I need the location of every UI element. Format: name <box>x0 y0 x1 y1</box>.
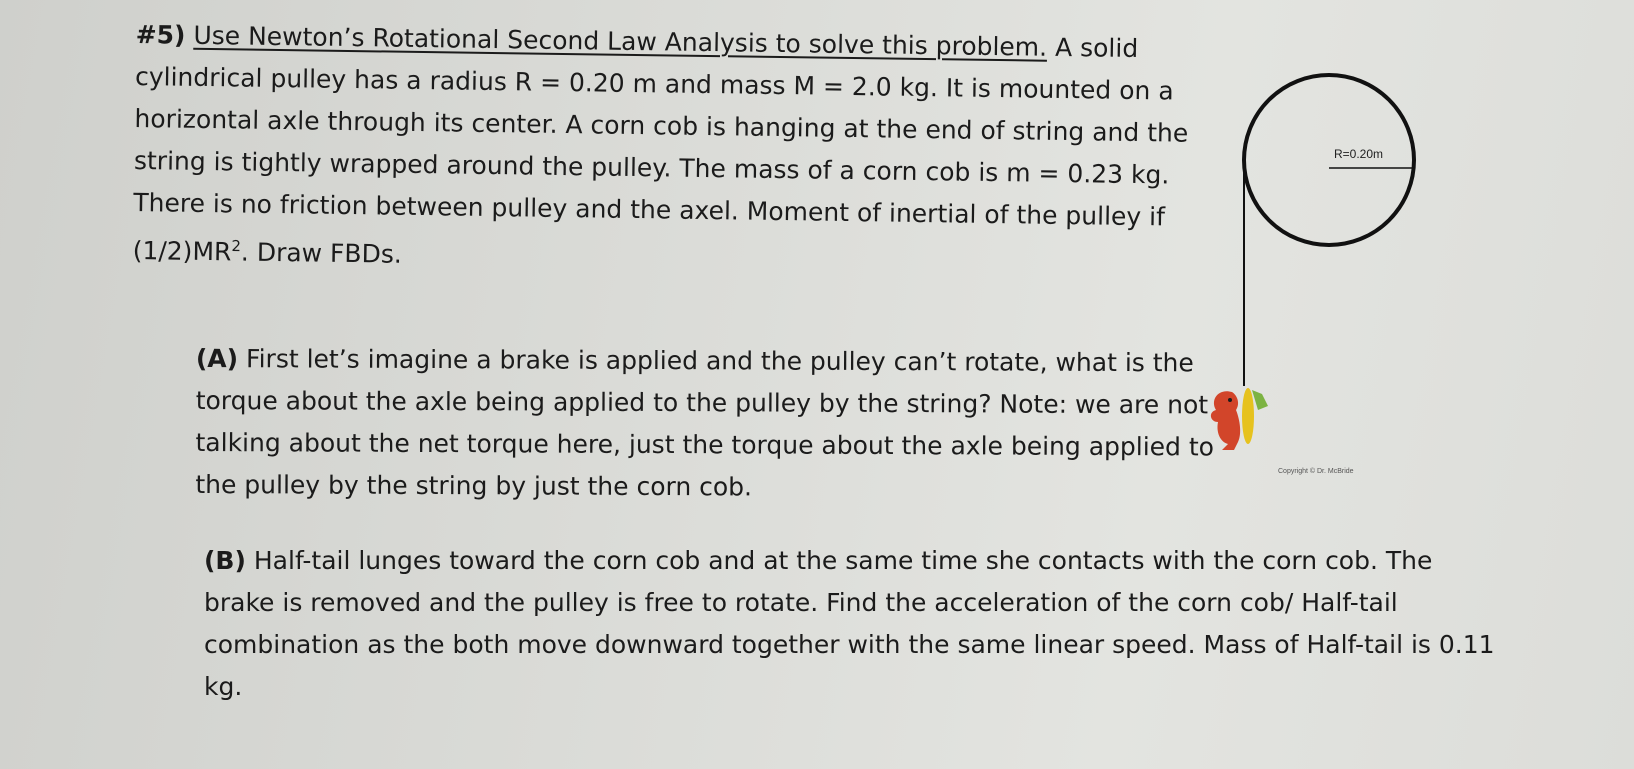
problem-body: A solid cylindrical pulley has a radius R = 0.20 m and mass M = 2.0 kg. It is mounted on a horizontal axle through its center. A corn cob is hanging at the end of string and the string is tightly wrapped around the pulley. The mass of a corn cob is m = 0.23 kg. There is no friction between pulley and the axel. Moment of inertial of the pulley if <box>133 32 1189 232</box>
part-b-label: (B) <box>204 546 246 575</box>
problem-statement <box>132 14 1245 288</box>
corn-cob-icon <box>1242 388 1268 444</box>
problem-number: #5) <box>135 19 186 50</box>
pulley-diagram <box>1240 50 1470 510</box>
part-a <box>195 338 1246 511</box>
pulley-circle <box>1244 75 1414 245</box>
formula-tail: . Draw FBDs. <box>240 237 402 270</box>
problem-title: Use Newton’s Rotational Second Law Analysis to solve this problem. <box>193 20 1048 62</box>
formula-base: (1/2)MR <box>132 236 232 267</box>
copyright-text: Copyright © Dr. McBride <box>1278 468 1354 475</box>
inertia-formula <box>132 236 402 269</box>
radius-label: R=0.20m <box>1334 147 1384 161</box>
part-a-text: First let’s imagine a brake is applied and the pulley can’t rotate, what is the torque about the axle being applied to the pulley by the string? Note: we are not talking about the net torque here, just the torque about the axle being applied to the pulley by the string by just the corn cob. <box>195 344 1215 502</box>
part-b-text: Half-tail lunges toward the corn cob and at the same time she contacts with the corn cob. The brake is removed and the pulley is free to rotate. Find the acceleration of the corn cob/ Half-tail combination as the both move downward together with the same linear speed. Mass of Half-tail is 0.11 kg. <box>204 546 1495 701</box>
pulley-svg <box>1240 50 1470 510</box>
part-a-label: (A) <box>195 343 239 374</box>
part-b <box>204 540 1504 708</box>
formula-exponent: 2 <box>231 237 242 256</box>
